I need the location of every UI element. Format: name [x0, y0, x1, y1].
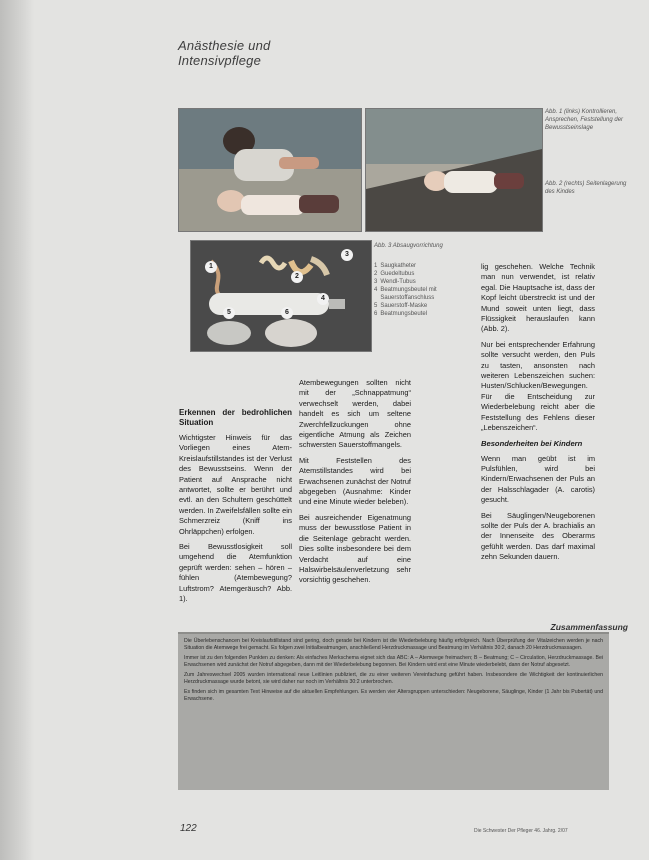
legend-item: 6 Beatmungsbeutel [374, 311, 428, 317]
marker-4: 4 [317, 293, 329, 305]
col2-paragraph-1: Atembewegungen sollten nicht mit der „Schnappatmung“ verwechselt werden, dabei handelt es sich um seltene Zwerchfellzuckungen ohne eigentliche Atmung als Zeichen schwersten Sauerstoffmangels. [299, 378, 411, 450]
summary-title: Zusammenfassung [550, 622, 628, 632]
text-column-3 [481, 262, 595, 568]
figure-1-caption: Abb. 1 (links) Kontrollieren, Ansprechen, Feststellung der Bewusstseinslage [545, 109, 624, 131]
section-title [178, 38, 270, 68]
section-title-line-2: Intensivpflege [178, 53, 262, 68]
col2-paragraph-2: Mit Feststellen des Atemstillstandes wird bei Erwachsenen zunächst der Notruf abgegeben (Ausnahme: Kinder und eine Minute wieder beleben). [299, 455, 411, 507]
page-number: 122 [180, 823, 197, 834]
summary-paragraph-3: Zum Jahreswechsel 2005 wurden international neue Leitlinien publiziert, die zu einer weiteren Vereinfachung geführt haben. Insbesondere die Wichtigkeit der kontinuierlichen Herzdruckmassage wurde betont, sie wird daher nur noch im Verhältnis 30:2 unterbrochen. [184, 672, 603, 685]
figure-2-caption: Abb. 2 (rechts) Seitenlagerung des Kindes [545, 181, 627, 195]
summary-paragraph-2: Immer ist zu den folgenden Punkten zu denken: Als einfaches Merkschema eignet sich das ABC: A – Atemwege freimachen; B – Beatmung; C – Circulation, Herzdruckmassage. Bei Erwachsenen wird zunächst der Notruf abgegeben, dann mit der Wiederbelebung begonnen. Bei Kindern wird erst eine Minute wiederbelebt, dann der Notruf abgesetzt. [184, 655, 603, 668]
marker-3: 3 [341, 249, 353, 261]
photo-check-consciousness [178, 108, 362, 232]
col1-heading: Erkennen der bedrohlichen Situation [179, 408, 292, 427]
summary-paragraph-4: Es finden sich im gesamten Text Hinweise auf die aktuellen Empfehlungen. Es werden vier Altersgruppen unterschieden: Neugeborene, Säuglinge, Kinder (1 Jahr bis Pubertät) und Erwachsene. [184, 689, 603, 702]
photo-recovery-position [365, 108, 543, 232]
marker-5: 5 [223, 307, 235, 319]
col2-paragraph-3: Bei ausreichender Eigenatmung muss der bewusstlose Patient in die Seitenlage gebracht werden. Dies sollte insbesondere bei dem Verdacht auf eine Halswirbelsäulenverletzung sehr vorsichtig geschehen. [299, 512, 411, 585]
section-title-line-1: Anästhesie und [178, 38, 271, 53]
col3-paragraph-1: lig geschehen. Welche Technik man nun verwendet, ist relativ egal. Die Hauptsache ist, dass der Kopf leicht überstreckt ist und der Mund soweit unten liegt, dass Flüssigkeit herauslaufen kann (Abb. 2). [481, 262, 595, 334]
col3-paragraph-4: Bei Säuglingen/Neugeborenen sollte der Puls der A. brachialis an der Innenseite des Oberarms gefühlt werden. Das darf maximal zehn Sekunden dauern. [481, 510, 595, 562]
col1-paragraph-2: Bei Bewusstlosigkeit soll umgehend die Atemfunktion geprüft werden: sehen – hören – fühlen (Atembewegung? Luftstrom? Atemgeräusch? Abb. 1). [179, 542, 292, 604]
legend-item: 3 Wendl-Tubus [374, 279, 416, 285]
legend-item: 4 Beatmungsbeutel mit Sauerstoffanschluss [374, 287, 437, 301]
legend-item: 5 Sauerstoff-Maske [374, 303, 428, 309]
marker-6: 6 [281, 307, 293, 319]
col3-subheading: Besonderheiten bei Kindern [481, 438, 583, 448]
col3-paragraph-2: Nur bei entsprechender Erfahrung sollte versucht werden, den Puls zu tasten, ansonsten nach weiteren Lebenszeichen suchen: Husten/Schlucken/Bewegungen. Für die Entscheidung zur Wiederbelebung reicht aber die Feststellung des Fehlens dieser „Lebenszeichen“. [481, 339, 595, 433]
legend-item: 2 Guedeltubus [374, 271, 415, 277]
figure-3-caption: Abb. 3 Absaugvorrichtung [374, 243, 443, 249]
summary-box [178, 632, 609, 790]
marker-2: 2 [291, 271, 303, 283]
legend-item: 1 Saugkatheter [374, 263, 417, 269]
journal-source: Die Schwester Der Pfleger 46. Jahrg. 2/07 [474, 828, 568, 834]
figure-3-legend [374, 262, 458, 318]
text-column-1 [179, 408, 292, 610]
summary-paragraph-1: Die Überlebenschancen bei Kreislaufstillstand sind gering, doch gerade bei Kindern ist die Wiederbelebung häufig erfolgreich. Nach Überprüfung der Vitalzeichen werden je nach Situation die Atemwege frei gemacht. Es folgen zwei Initialbeatmungen, anschließend Herzdruckmassage und Beatmung im Verhältnis 30:2, danach 20 Herzdruckmassagen. [184, 638, 603, 651]
text-column-2 [299, 378, 411, 591]
col3-paragraph-3: Wenn man geübt ist im Pulsfühlen, wird bei Kindern/Erwachsenen der Puls an der Halsschlagader (A. carotis) gesucht. [481, 453, 595, 505]
photo-equipment [190, 240, 372, 352]
col1-paragraph-1: Wichtigster Hinweis für das Vorliegen eines Atem-Kreislaufstillstandes ist der Verlust des Bewusstseins. Wenn der Patient auf Ansprache nicht antwortet, sollte er berührt und evtl. an den Schultern geschüttelt werden. In Zweifelsfällen sollte ein Schmerzreiz (Kniff ins Ohrläppchen) erfolgen. [179, 433, 292, 536]
marker-1: 1 [205, 261, 217, 273]
page-binding-shadow [0, 0, 34, 860]
